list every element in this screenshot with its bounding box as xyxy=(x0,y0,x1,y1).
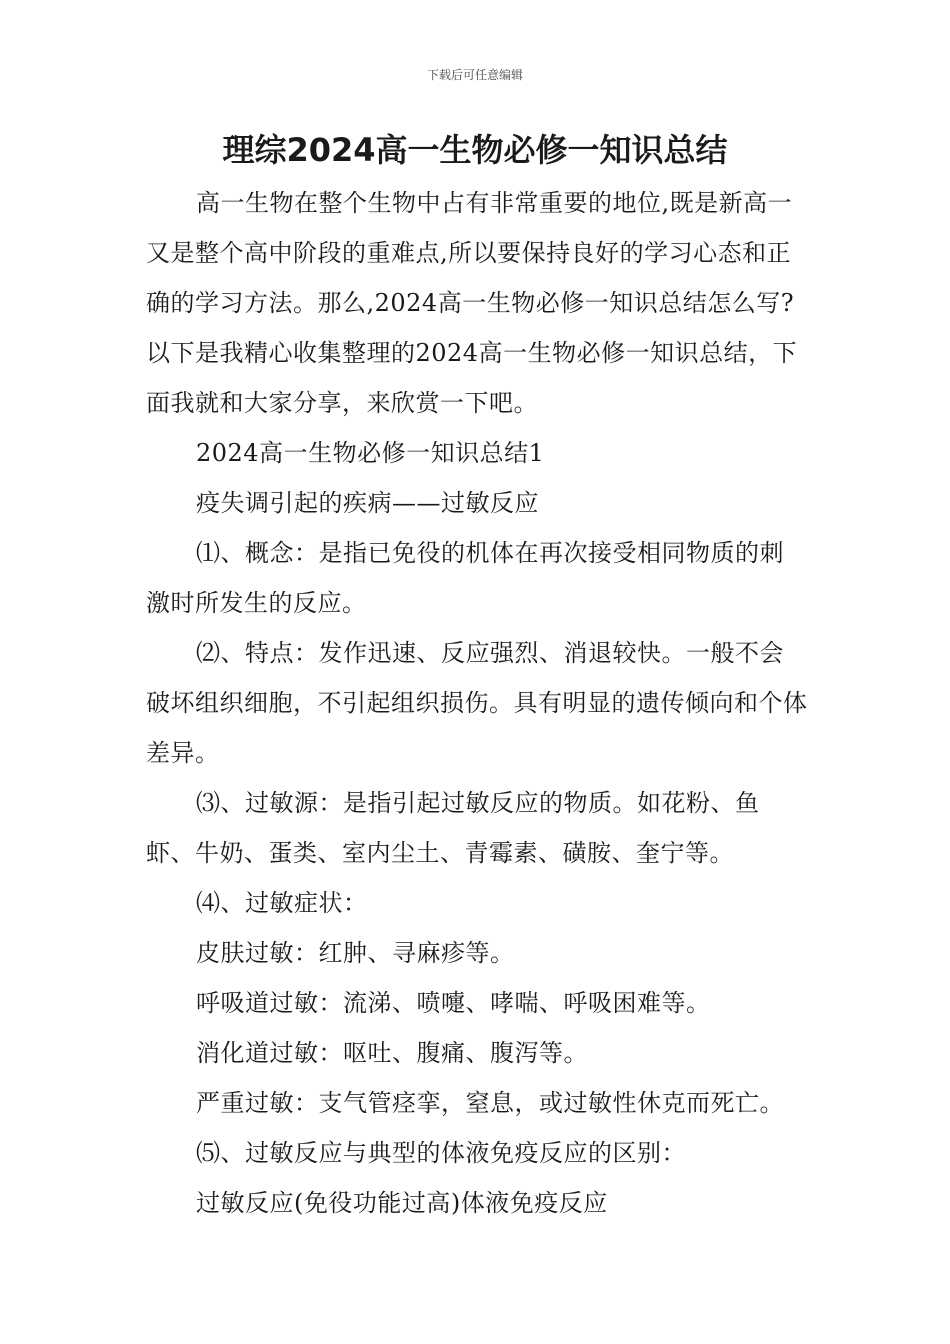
point-concept: ⑴、概念：是指已免役的机体在再次接受相同物质的刺激时所发生的反应。 xyxy=(146,539,784,617)
point-features: ⑵、特点：发作迅速、反应强烈、消退较快。一般不会破坏组织细胞，不引起组织损伤。具有明显的遗传倾向和个体差异。 xyxy=(146,639,808,767)
intro-paragraph: 高一生物在整个生物中占有非常重要的地位,既是新高一又是整个高中阶段的重难点,所以要保持良好的学习心态和正确的学习方法。那么,2024高一生物必修一知识总结怎么写?以下是我精心收集整理的2024高一生物必修一知识总结，下面我就和大家分享，来欣赏一下吧。 xyxy=(146,189,798,417)
point-allergen: ⑶、过敏源：是指引起过敏反应的物质。如花粉、鱼虾、牛奶、蛋类、室内尘土、青霉素、磺胺、奎宁等。 xyxy=(146,789,760,867)
topic-heading: 疫失调引起的疾病——过敏反应 xyxy=(196,489,539,517)
symptom-digestive: 消化道过敏：呕吐、腹痛、腹泻等。 xyxy=(196,1039,588,1067)
document-title: 理综2024高一生物必修一知识总结 xyxy=(222,131,728,169)
symptom-respiratory: 呼吸道过敏：流涕、喷嚏、哮喘、呼吸困难等。 xyxy=(196,989,711,1017)
section-heading: 2024高一生物必修一知识总结1 xyxy=(196,439,545,467)
header-note: 下载后可任意编辑 xyxy=(426,68,523,82)
symptom-severe: 严重过敏：支气管痉挛，窒息，或过敏性休克而死亡。 xyxy=(196,1089,784,1117)
comparison-line: 过敏反应(免役功能过高)体液免疫反应 xyxy=(196,1189,608,1217)
document-body xyxy=(146,178,808,1228)
point-difference: ⑸、过敏反应与典型的体液免疫反应的区别： xyxy=(196,1139,686,1167)
symptom-skin: 皮肤过敏：红肿、寻麻疹等。 xyxy=(196,939,515,967)
point-symptoms: ⑷、过敏症状： xyxy=(196,889,368,917)
